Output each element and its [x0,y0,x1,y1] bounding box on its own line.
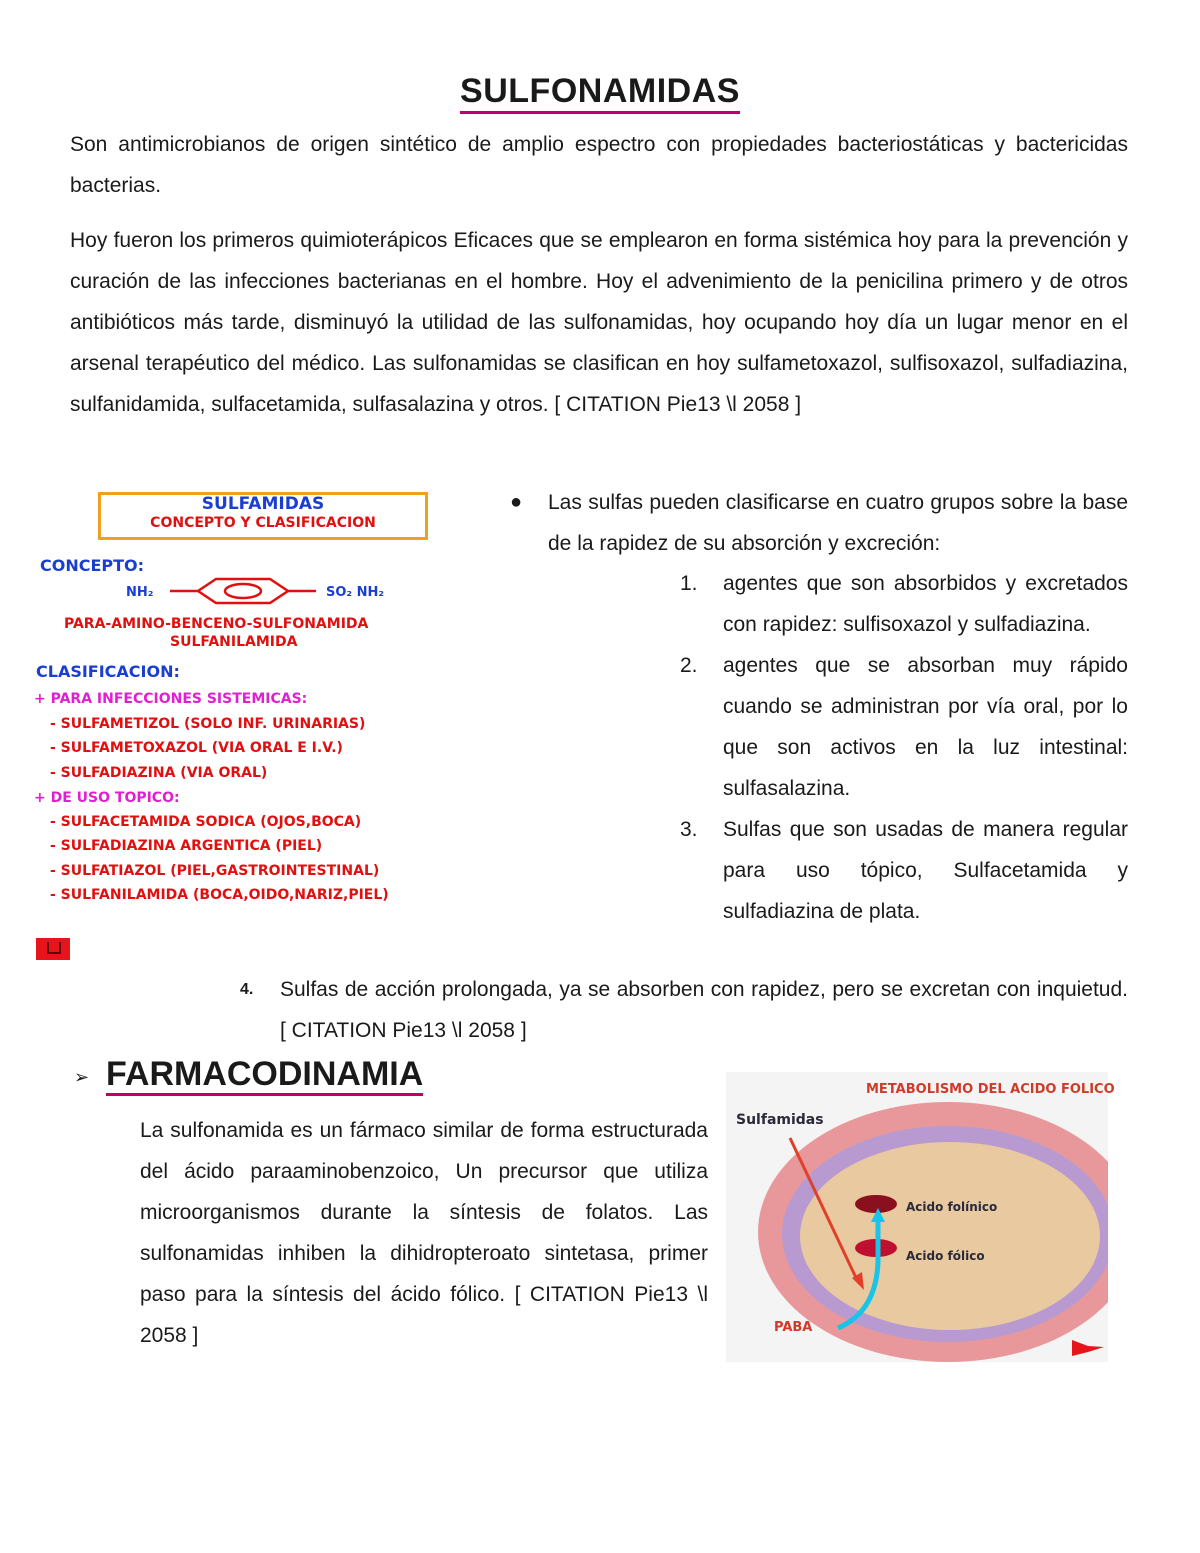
topical-item: - SULFANILAMIDA (BOCA,OIDO,NARIZ,PIEL) [50,887,389,903]
red-square-icon [36,938,70,960]
folic-acid-metabolism-figure [726,1072,1115,1362]
list-number: 4. [240,981,254,998]
list-number: 3. [680,818,698,841]
formula-sulfonamide: SO₂ NH₂ [326,585,385,600]
figure-title: SULFAMIDAS [201,494,325,514]
topical-heading: + DE USO TOPICO: [34,790,180,806]
bullet-icon: ● [510,491,523,513]
numbered-list [680,563,1128,932]
list-item [680,645,1128,809]
figure2-title: METABOLISMO DEL ACIDO FOLICO [866,1082,1115,1097]
arrow-bullet-icon: ➢ [74,1067,90,1087]
folinic-acid-node-icon [855,1195,897,1213]
sulfamidas-classification-figure [30,488,500,968]
cytoplasm [800,1142,1100,1330]
section-heading: FARMACODINAMIA [106,1055,423,1094]
formula-common-name: SULFANILAMIDA [170,634,298,650]
red-arrow-icon [1072,1340,1104,1356]
list-number: 2. [680,654,698,677]
list-item-text: Sulfas de acción prolongada, ya se absorben con rapidez, pero se excretan con inquietud. [ CITATION Pie13 \l 2058 ] [280,978,1128,1042]
list-item [240,969,1128,1051]
label-sulfamidas: Sulfamidas [736,1112,824,1128]
formula-amine: NH₂ [126,585,154,600]
concept-heading: CONCEPTO: [40,556,145,575]
systemic-item: - SULFAMETOXAZOL (VIA ORAL E I.V.) [50,740,343,756]
benzene-ring-icon [170,576,318,606]
systemic-item: - SULFADIAZINA (VIA ORAL) [50,765,268,781]
page-title: SULFONAMIDAS [0,72,1200,111]
intro-paragraph: Son antimicrobianos de origen sintético de amplio espectro con propiedades bacteriostáticas y bactericidas bacterias. [70,133,1128,197]
systemic-heading: + PARA INFECCIONES SISTEMICAS: [34,691,308,707]
formula-name: PARA-AMINO-BENCENO-SULFONAMIDA [64,616,369,632]
label-paba: PABA [774,1320,813,1335]
list-item-text: Sulfas que son usadas de manera regular para uso tópico, Sulfacetamida y sulfadiazina de plata. [723,818,1128,923]
list-item-text: agentes que son absorbidos y excretados con rapidez: sulfisoxazol y sulfadiazina. [723,572,1128,636]
farmacodinamia-paragraph: La sulfonamida es un fármaco similar de forma estructurada del ácido paraaminobenzoico, Un precursor que utiliza microorganismos durante la síntesis de folatos. Las sulfonamidas inhiben la dihidropteroato sintetasa, primer paso para la síntesis del ácido fólico. [ CITATION Pie13 \l 2058 ] [140,1119,708,1347]
list-item-text: agentes que se absorban muy rápido cuando se administran por vía oral, por lo que son activos en la luz intestinal: sulfasalazina. [723,654,1128,800]
list-item [680,563,1128,645]
label-folinic-acid: Acido folínico [906,1200,998,1214]
list-item [680,809,1128,932]
figure-subtitle: CONCEPTO Y CLASIFICACION [150,515,376,531]
topical-item: - SULFADIAZINA ARGENTICA (PIEL) [50,838,323,854]
topical-item: - SULFACETAMIDA SODICA (OJOS,BOCA) [50,814,362,830]
systemic-item: - SULFAMETIZOL (SOLO INF. URINARIAS) [50,716,366,732]
figure-title-box [98,492,428,540]
classification-heading: CLASIFICACION: [36,662,180,681]
topical-item: - SULFATIAZOL (PIEL,GASTROINTESTINAL) [50,863,380,879]
list-number: 1. [680,572,698,595]
bullet-text: Las sulfas pueden clasificarse en cuatro grupos sobre la base de la rapidez de su absorción y excreción: [548,491,1128,555]
label-folic-acid: Acido fólico [906,1249,985,1263]
history-paragraph: Hoy fueron los primeros quimioterápicos Eficaces que se emplearon en forma sistémica hoy para la prevención y curación de las infecciones bacterianas en el hombre. Hoy el advenimiento de la penicilina primero y de otros antibióticos más tarde, disminuyó la utilidad de las sulfonamidas, hoy ocupando hoy día un lugar menor en el arsenal terapéutico del médico. Las sulfonamidas se clasifican en hoy sulfametoxazol, sulfisoxazol, sulfadiazina, sulfanidamida, sulfacetamida, sulfasalazina y otros. [ CITATION Pie13 \l 2058 ] [70,229,1128,416]
